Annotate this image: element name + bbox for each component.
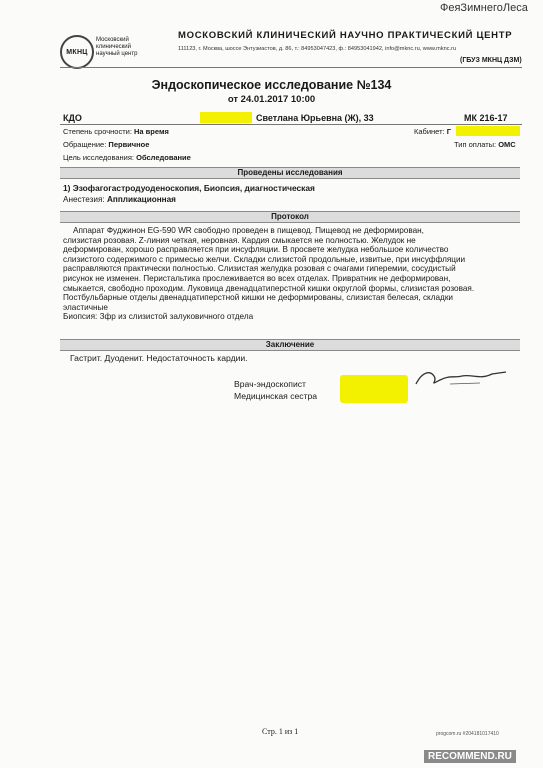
payment-type-value: ОМС [498, 140, 516, 149]
section-header-conclusion: Заключение [60, 339, 520, 351]
protocol-line: смыкается, свободно проходим. Луковица двенадцатиперстной кишки округлой формы, слизистая розовая. [63, 283, 475, 293]
recommend-badge: RECOMMEND.RU [424, 750, 516, 763]
urgency-label: Степень срочности: [63, 127, 132, 136]
org-logo-caption-line: Московский [96, 37, 129, 43]
org-logo-caption-line: научный центр [96, 51, 138, 57]
urgency [63, 127, 169, 136]
document-title: Эндоскопическое исследование №134 [151, 78, 392, 92]
urgency-value: На время [134, 127, 169, 136]
patient-name-redaction [200, 112, 252, 123]
protocol-line: слизистого содержимого с примесью желчи. Складки слизистой продольные, извитые, при инсуффляции [63, 254, 466, 264]
header-divider [60, 67, 522, 68]
section-header-protocol: Протокол [60, 211, 520, 223]
protocol-line: Постбульбарные отделы двенадцатиперстной кишки не деформированы, слизистая белесая, складки [63, 293, 453, 303]
study-purpose-label: Цель исследования: [63, 153, 135, 162]
anesthesia [63, 195, 176, 204]
protocol-line: деформирован, хорошо расправляется при инсуфляции. В просвете желудка небольшое количество [63, 245, 449, 255]
nurse-label: Медицинская сестра [234, 391, 318, 401]
medical-card-number: МК 216-17 [464, 113, 508, 123]
procedure-title: 1) Эзофагогастродуоденоскопия, Биопсия, диагностическая [63, 183, 315, 193]
cabinet-label: Кабинет: [414, 127, 445, 136]
request-type [63, 140, 149, 149]
protocol-line: эластичные [63, 302, 108, 312]
org-logo-caption-line: клинический [96, 44, 132, 50]
payment-type [454, 140, 516, 149]
biopsy-line: Биопсия: Зфр из слизистой залуковичного отдела [63, 312, 254, 322]
org-address: 111123, г. Москва, шоссе Энтузиастов, д. 86, т.: 84953047423, ф.: 84953041942, info@mknc.ru, www.mknc.ru [178, 46, 457, 52]
org-logo-caption [96, 37, 137, 58]
payment-type-label: Тип оплаты: [454, 140, 497, 149]
org-logo [60, 35, 94, 69]
protocol-text [63, 226, 528, 322]
patient-row-divider [60, 124, 522, 125]
study-purpose-value: Обследование [136, 153, 191, 162]
anesthesia-value: Аппликационная [106, 195, 176, 204]
section-header-performed: Проведены исследования [60, 167, 520, 179]
page-number: Стр. 1 из 1 [262, 727, 299, 736]
handwritten-signature [410, 366, 510, 392]
protocol-line: расправляются практически полностью. Слизистая желудка розовая с очагами гиперемии, сосудистый [63, 264, 456, 274]
anesthesia-label: Анестезия: [63, 195, 105, 204]
patient-name: Светлана Юрьевна (Ж), 33 [256, 113, 374, 123]
conclusion-text: Гастрит. Дуоденит. Недостаточность кардии. [70, 353, 248, 363]
request-type-label: Обращение: [63, 140, 107, 149]
department: КДО [63, 113, 82, 123]
document-date: от 24.01.2017 10:00 [227, 94, 316, 105]
request-type-value: Первичное [108, 140, 150, 149]
recommend-watermark [424, 746, 516, 764]
signature-redaction [340, 375, 408, 403]
watermark-username: ФеяЗимнегоЛеса [440, 2, 528, 14]
cabinet-value: Г [446, 127, 451, 136]
doctor-label: Врач-эндоскопист [234, 379, 306, 389]
protocol-line: рисунок не изменен. Перистальтика прослеживается во всех отделах. Привратник не деформирован, [63, 273, 451, 283]
study-purpose [63, 153, 191, 162]
org-logo-abbr: МКНЦ [66, 48, 88, 56]
protocol-line: Аппарат Фуджинон EG-590 WR свободно проведен в пищевод. Пищевод не деформирован, [73, 226, 424, 235]
cabinet-redaction [456, 126, 520, 136]
org-code: (ГБУЗ МКНЦ ДЗМ) [460, 57, 522, 64]
protocol-line: слизистая розовая. Z-линия четкая, неровная. Кардия смыкается не полностью. Желудок не [63, 235, 416, 245]
org-title: МОСКОВСКИЙ КЛИНИЧЕСКИЙ НАУЧНО ПРАКТИЧЕСКИЙ ЦЕНТР [178, 30, 513, 41]
footer-reference: progcom.ru #204181017410 [436, 731, 499, 737]
cabinet [414, 127, 451, 136]
